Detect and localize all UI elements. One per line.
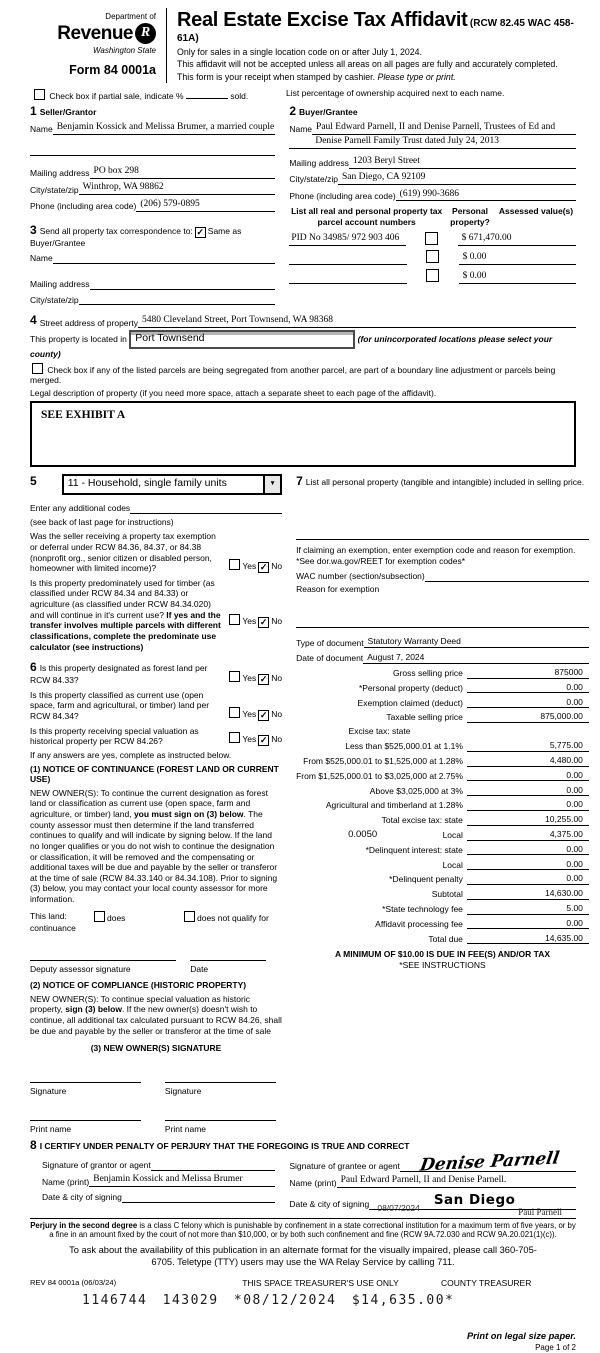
assessed-value-field[interactable]: $ 671,470.00: [458, 233, 576, 246]
personal-property-deduct-value[interactable]: 0.00: [467, 682, 589, 694]
perjury-note: Perjury in the second degree is a class C felony which is punishable by confinement in a state correctional institution for a maximum term of five years, or by a fine in an amount fixed by the court of not more than $10,000, or by both such confinement and fine (RCW 9A.72.030 and RCW 9A.20.021(1)(c)).: [30, 1218, 576, 1240]
exemption-note: If claiming an exemption, enter exemption code and reason for exemption. *See dor.wa.gov/REET for exemption codes*: [296, 545, 576, 566]
reason-exemption-field[interactable]: [296, 617, 589, 628]
print-legal-note: Print on legal size paper.: [466, 1331, 576, 1342]
s6q1-no-checkbox[interactable]: ✓: [259, 673, 268, 684]
personal-property-checkbox[interactable]: [426, 250, 439, 263]
s5-question1: Was the seller receiving a property tax exemption or deferral under RCW 84.36, 84.37, or 84.38 (nonprofit org., senior citizen or disabled person, homeowner with limited income)?: [30, 531, 216, 574]
section4-number: 4: [30, 313, 37, 328]
state-technology-fee-value[interactable]: 5.00: [467, 903, 589, 915]
owner-signature-field[interactable]: [30, 1072, 141, 1083]
s5q2-no-checkbox[interactable]: ✓: [259, 617, 268, 628]
located-label: This property is located in: [30, 333, 127, 344]
s6q1-yes-checkbox[interactable]: [229, 671, 240, 682]
personal-property-checkbox[interactable]: [426, 269, 439, 282]
buyer-mailing-field[interactable]: 1203 Beryl Street: [349, 156, 576, 169]
located-city-input[interactable]: Port Townsend: [129, 330, 355, 349]
deputy-signature-label: Deputy assessor signature: [30, 963, 131, 974]
parcel-row: [289, 250, 576, 265]
owner-printname-field[interactable]: [165, 1110, 276, 1121]
section1-title: Seller/Grantor: [39, 106, 97, 117]
notice2-title: (2) NOTICE OF COMPLIANCE (HISTORIC PROPERTY): [30, 980, 247, 991]
section5-number: 5: [30, 473, 37, 488]
header-line3: This form is your receipt when stamped by cashier. Please type or print.: [177, 71, 456, 82]
grantor-signature-field[interactable]: [151, 1159, 276, 1171]
subtotal-value[interactable]: 14,630.00: [467, 888, 589, 900]
treasurer-stamp: 1146744 143029 *08/12/2024 $14,635.00*: [82, 1292, 455, 1308]
s6q2-yes-checkbox[interactable]: [229, 707, 240, 718]
personal-property-list-field[interactable]: [296, 529, 589, 540]
form-number: Form 84 0001a: [69, 62, 156, 77]
grantee-city-value: San Diego: [433, 1191, 516, 1208]
tier3-tax-value[interactable]: 0.00: [467, 770, 589, 782]
legal-description-label: Legal description of property (if you need more space, attach a separate sheet to each page of the affidavit).: [30, 388, 437, 399]
delinquent-penalty-value[interactable]: 0.00: [467, 873, 589, 885]
form-title-rcw: (RCW 82.45 WAC 458-61A): [177, 18, 574, 44]
buyer-phone-field[interactable]: (619) 990-3686: [396, 189, 576, 202]
partial-sale-sold: sold.: [230, 90, 249, 101]
taxable-selling-price-value[interactable]: 875,000.00: [467, 711, 589, 723]
s6-question2: Is this property classified as current use (open space, farm and agricultural, or timber) land per RCW 84.34?: [30, 689, 210, 722]
correspondence-city-field[interactable]: [79, 293, 276, 305]
grantee-sig-label: Signature of grantee or agent: [289, 1161, 400, 1172]
s6-question1: Is this property designated as forest land per RCW 84.33?: [30, 663, 208, 686]
segregated-label: Check box if any of the listed parcels are being segregated from another parcel, are part of a boundary line adjustment or parcels being merged.: [30, 364, 556, 386]
tier2-tax-value[interactable]: 4,480.00: [467, 755, 589, 767]
header-line1: Only for sales in a single location code on or after July 1, 2024.: [177, 47, 422, 57]
local-rate-value: 0.0050: [348, 828, 378, 840]
grantee-overlay-name: Paul Parnell: [518, 1206, 562, 1217]
section3-label: Send all property tax correspondence to:: [39, 225, 193, 236]
reet-affidavit-form: Department of Revenue R Washington State Form 84 0001a Real Estate Excise Tax Affidavit (RCW 82.45 WAC 458-61A) Only for sales in a single location code on or after July 1, 2024. This affidavit will not be accepted unless all areas on all pages are fully and accurately completed. This form is your receipt when stamped by cashier. Please type or print. Check box if partial sale, indicate % sold. List percentage of ownership acquired next to each name. 1 Seller/Grantor Name Benjamin Kossick and Melissa Brumer, a married couple Mailing address PO box 298 City/state/zip Winthrop, WA 98862 Phone (including area code) (206) 579-0895 3 Send all property tax correspondence to: ✓ Same as Buyer/Grantee Name Mailing address City/state/zip 2 Buyer/Grantee Name Paul Edward Parnell, II and Denise Parnell, Trustees of Ed and Denise Parnell Family Trust dated July 24, 2013 Mailing address 1203 Beryl Street City/state/zip San Diego, CA 92109 Phone (including area code) (619) 990-3686 List all real and personal property tax parcel account numbers Personal property? Assessed value(s) PID No 34985/ 972 903 406 $ 671,470.00 $ 0.00 $ 0.00 4 Street address of property 5480 Cleveland Street, Port Townsend, WA 98368 This property is located in Port Townsend (for unincorporated locations please select your county) Check box if any of the listed parcels are being segregated from another parcel, are part of a boundary line adjustment or parcels being merged. Legal description of property (if you need more space, attach a separate sheet to each page of the affidavit). SEE EXHIBIT A 5 11 - Household, single family units ▼ Enter any additional codes (see back of last page for instructions) Was the seller receiving a property tax exemption or deferral under RCW 84.36, 84.37, or 84.38 (nonprofit org., senior citizen or disabled person, homeowner with limited income)? Yes ✓ No Is this property predominately used for timber (as classified under RCW 84.34 and 84.33) or agriculture (as classified under RCW 84.34.020) and will continue in it's current use? If yes and the transfer involves multiple parcels with different classifications, complete the predominate use calculator (see instructions) Yes ✓ No 6 Is this property designated as forest land per RCW 84.33? Yes ✓ No Is this property classified as current use (open space, farm and agricultural, or timber) land per RCW 84.34? Yes ✓ No Is this property receiving special valuation as historical property per RCW 84.26? Yes ✓ No If any answers are yes, complete as instructed below. (1) NOTICE OF CONTINUANCE (FOREST LAND OR CURRENT USE) NEW OWNER(S): To continue the current designation as forest land or classification as current use (open space, farm and agriculture, or timber) land, you must sign on (3) below. The county assessor must then determine if the land transferred continues to qualify and will indicate by signing below. If the land no longer qualifies or you do not wish to continue the designation or classification, it will be removed and the compensating or additional taxes will be due and payable by the seller or transferor at the time of sale (RCW 84.33.140 or 84.34.108). Prior to signing (3) below, you may contact your local county assessor for more information. This land: does does not qualify for continuance Deputy assessor signature Date (2) NOTICE OF COMPLIANCE (HISTORIC PROPERTY) NEW OWNER(S): To continue special valuation as historic property, sign (3) below. If the new owner(s) doesn't wish to continue, all additional tax calculated pursuant to RCW 84.26, shall be due and payable by the seller or transferor at the time of sale (3) NEW OWNER(S) SIGNATURE Signature Signature Print name Print name 7 List all personal property (tangible and intangible) included in selling price. If claiming an exemption, enter exemption code and reason for exemption. *See dor.wa.gov/REET for exemption codes* WAC number (section/subsection) Reason for exemption Type of document Statutory Warranty Deed Date of document August 7, 2024 Gross selling price 875000 *Personal property (deduct) 0.00 Exemption claimed (deduct) 0.00 Taxable selling price 875,000.00 Excise tax: state Less than $525,000.01 at 1.1% 5,775.00 From $525,000.01 to $1,525,000 at 1.28% 4,480.00 From $1,525,000.01 to $3,025,000 at 2.75% 0.00 Above $3,025,000 at 3% 0.00 Agricultural and timberland at 1.28% 0.00 Total excise tax: state 10,255.00 0.0050 Local 4,375.00 *Delinquent interest: state 0.00 Local 0.00 *Delinquent penalty 0.00 Subtotal 14,630.00 *State technology fee 5.00 Affidavit processing fee 0.00 Total due 14,635.00 A MINIMUM OF $10.00 IS DUE IN FEE(S) AND/OR TAX *SEE INSTRUCTIONS 8 I CERTIFY UNDER PENALTY OF PERJURY THAT THE FOREGOING IS TRUE AND CORRECT Signature of grantor or agent Name (print) Benjamin Kossick and Melissa Brumer Date & city of signing Signature of grantee or agent Denise Parnell Name (print) Paul Edward Parnell, II and Denise Parnell. Date & city of signing San Diego 08/07/2024 Paul Parnell Perjury in the second degree is a class C felony which is punishable by confinement in a state correctional institution for a maximum term of five years, or by a fine in an amount fixed by the court of not more than $10,000, or by both such confinement and fine (RCW 9A.72.030 and RCW 9A.20.021(1)(c)). To ask about the availability of this publication in an alternate format for the visually impaired, please call 360-705-6705. Teletype (TTY) users may use the WA Relay Service by calling 711. REV 84 0001a (06/03/24) THIS SPACE TREASURER'S USE ONLY COUNTY TREASURER 1146744 143029 *08/12/2024 $14,635.00* Print on legal size paper. Page 1 of 2: [0, 0, 600, 988]
wac-label: WAC number (section/subsection): [296, 571, 425, 582]
s6-note: If any answers are yes, complete as instructed below.: [30, 749, 232, 760]
s5-question2: Is this property predominately used for timber (as classified under RCW 84.34 and 84.33) or agriculture (as classified under RCW 84.34.020) and will continue in it's current use? If yes and the transfer involves multiple parcels with different classifications, complete the predominate use calculator (see instructions): [30, 577, 221, 652]
same-as-buyer-checkbox[interactable]: ✓: [196, 226, 205, 237]
owner-printname-field[interactable]: [30, 1110, 141, 1121]
assessed-value-field[interactable]: $ 0.00: [459, 252, 576, 265]
parcel-number-field[interactable]: PID No 34985/ 972 903 406: [289, 233, 405, 246]
continuance-label: continuance: [30, 923, 76, 934]
owner-signature-field[interactable]: [165, 1072, 276, 1083]
dor-logo-block: [30, 8, 167, 83]
grantor-datecity-field[interactable]: [122, 1191, 275, 1203]
segregated-checkbox[interactable]: [32, 363, 43, 374]
s5q1-yes-checkbox[interactable]: [229, 559, 240, 570]
date-document-field[interactable]: August 7, 2024: [363, 652, 589, 664]
seller-city-field[interactable]: Winthrop, WA 98862: [79, 182, 276, 195]
section2-title: Buyer/Grantee: [299, 106, 358, 117]
additional-codes-field[interactable]: [130, 502, 282, 514]
tier1-tax-value[interactable]: 5,775.00: [467, 740, 589, 752]
parcel-row: [289, 232, 576, 247]
seller-name-field[interactable]: Benjamin Kossick and Melissa Brumer, a married couple: [53, 122, 276, 135]
exemption-claimed-value[interactable]: 0.00: [467, 697, 589, 709]
legal-description-box[interactable]: [30, 401, 576, 467]
section1-number: 1: [30, 103, 37, 118]
certify-statement: I CERTIFY UNDER PENALTY OF PERJURY THAT THE FOREGOING IS TRUE AND CORRECT: [39, 1141, 410, 1152]
parcel-number-field[interactable]: [289, 272, 406, 284]
additional-codes-label: Enter any additional codes: [30, 503, 131, 514]
section6-number: 6: [30, 660, 37, 675]
wac-number-field[interactable]: [425, 570, 589, 582]
land-use-selected: 11 - Household, single family units: [67, 476, 227, 489]
delinquent-interest-state-value[interactable]: 0.00: [467, 844, 589, 856]
new-owners-signature-header: (3) NEW OWNER(S) SIGNATURE: [90, 1043, 222, 1054]
form-header: [30, 8, 576, 83]
correspondence-mailing-field[interactable]: [90, 278, 276, 290]
parcel-row: [289, 269, 576, 284]
county-treasurer-label: COUNTY TREASURER: [441, 1278, 532, 1289]
date-document-label: Date of document: [296, 653, 364, 664]
same-as-buyer-label: Same as Buyer/Grantee: [30, 225, 242, 248]
notice1-body: NEW OWNER(S): To continue the current designation as forest land or classification as current use (open space, farm and agriculture, or timber) land, you must sign on (3) below. The county assessor must then determine if the land transferred continues to qualify and will indicate by signing below. If the land no longer qualifies or you do not wish to continue the designation or classification, it will be removed and the compensating or additional taxes will be due and payable by the seller or transferor at the time of sale (RCW 84.33.140 or 84.34.108). Prior to signing (3) below, you may contact your local county assessor for more information.: [30, 787, 278, 905]
section8-number: 8: [30, 1138, 37, 1153]
land-use-dropdown[interactable]: [62, 474, 282, 495]
agri-timberland-value[interactable]: 0.00: [467, 799, 589, 811]
land-does-checkbox[interactable]: [94, 911, 105, 922]
see-instructions-note: *SEE INSTRUCTIONS: [399, 959, 486, 970]
section3-number: 3: [30, 222, 37, 237]
s6q3-yes-checkbox[interactable]: [229, 732, 240, 743]
parcel-number-field[interactable]: [289, 253, 406, 265]
type-document-field[interactable]: Statutory Warranty Deed: [364, 636, 589, 648]
header-line2: This affidavit will not be accepted unless all areas on all pages are fully and accurately completed.: [177, 59, 558, 70]
s6q2-no-checkbox[interactable]: ✓: [259, 709, 268, 720]
grantee-printname-field[interactable]: Paul Edward Parnell, II and Denise Parnell.: [337, 1175, 576, 1188]
treasurer-space-label: THIS SPACE TREASURER'S USE ONLY: [242, 1278, 399, 1289]
revenue-logo-icon: R: [135, 23, 156, 44]
agency-name: Revenue: [57, 23, 133, 44]
buyer-city-field[interactable]: San Diego, CA 92109: [338, 172, 576, 185]
s6-question3: Is this property receiving special valuation as historical property per RCW 84.26?: [30, 725, 199, 747]
delinquent-interest-local-value[interactable]: 0.00: [467, 859, 589, 871]
minimum-due-note: A MINIMUM OF $10.00 IS DUE IN FEE(S) AND/OR TAX: [334, 949, 551, 960]
seller-name-field-2[interactable]: [30, 144, 275, 156]
ownership-note: List percentage of ownership acquired next to each name.: [286, 87, 505, 98]
form-title: Real Estate Excise Tax Affidavit: [177, 9, 468, 31]
notice1-title: (1) NOTICE OF CONTINUANCE (FOREST LAND OR CURRENT USE): [30, 763, 279, 785]
s5q1-no-checkbox[interactable]: ✓: [259, 561, 268, 572]
assessed-value-field[interactable]: $ 0.00: [459, 271, 576, 284]
partial-sale-label: Check box if partial sale, indicate %: [49, 90, 184, 101]
grantee-signature-field[interactable]: [400, 1148, 576, 1177]
grantor-sig-label: Signature of grantor or agent: [42, 1160, 151, 1171]
grantor-printname-field[interactable]: Benjamin Kossick and Melissa Brumer: [89, 1174, 275, 1187]
grantee-date-value: 08/07/2024: [377, 1202, 420, 1213]
local-tax-value[interactable]: 4,375.00: [467, 829, 589, 841]
deputy-date-field[interactable]: [190, 950, 266, 961]
personal-property-checkbox[interactable]: [425, 232, 438, 245]
legal-description-value: SEE EXHIBIT A: [41, 408, 126, 421]
partial-sale-checkbox[interactable]: [34, 89, 45, 100]
codes-note: (see back of last page for instructions): [30, 516, 174, 527]
affidavit-processing-fee-value[interactable]: 0.00: [467, 918, 589, 930]
seller-phone-field[interactable]: (206) 579-0895: [136, 199, 275, 212]
correspondence-name-field[interactable]: [53, 252, 276, 264]
street-address-field[interactable]: 5480 Cleveland Street, Port Townsend, WA 98368: [138, 315, 576, 328]
parcel-table-header: List all real and personal property tax parcel account numbers Personal property? Assessed value(s): [291, 206, 574, 228]
buyer-name-field[interactable]: Paul Edward Parnell, II and Denise Parnell, Trustees of Ed and: [312, 122, 576, 135]
accessibility-note: To ask about the availability of this publication in an alternate format for the visually impaired, please call 360-705-6705. Teletype (TTY) users may use the WA Relay Service by calling 711.: [69, 1244, 537, 1267]
agency-sub: Washington State: [92, 45, 156, 55]
this-land-label: This land:: [30, 910, 67, 921]
type-document-label: Type of document: [296, 637, 364, 648]
deputy-signature-field[interactable]: [30, 950, 176, 961]
total-due-value[interactable]: 14,635.00: [467, 933, 589, 945]
dropdown-arrow-icon[interactable]: ▼: [263, 476, 280, 493]
tier4-tax-value[interactable]: 0.00: [467, 785, 589, 797]
partial-sale-row: [32, 88, 248, 102]
partial-sale-percent-field[interactable]: [186, 88, 228, 99]
seller-mailing-field[interactable]: PO box 298: [90, 166, 276, 179]
rev-number: REV 84 0001a (06/03/24): [30, 1278, 117, 1288]
page-indicator: Page 1 of 2: [535, 1342, 576, 1352]
excise-tax-state-header: Excise tax: state: [348, 726, 411, 737]
notice2-body: NEW OWNER(S): To continue special valuation as historic property, sign (3) below. If the new owner(s) doesn't wish to continue, all additional tax calculated pursuant to RCW 84.26, shall be due and payable by the seller or transferor at the time of sale: [30, 993, 282, 1036]
grantee-signature-value: Denise Parnell: [419, 1148, 562, 1177]
section2-number: 2: [289, 103, 297, 118]
land-does-not-checkbox[interactable]: [184, 911, 195, 922]
s6q3-no-checkbox[interactable]: ✓: [259, 734, 268, 745]
s5q2-yes-checkbox[interactable]: [229, 614, 240, 625]
agency-top: Department of: [105, 12, 156, 21]
located-note: (for unincorporated locations please select your county): [30, 333, 553, 360]
gross-selling-price-value[interactable]: 875000: [467, 667, 589, 679]
section7-number: 7: [296, 473, 303, 488]
reason-exemption-label: Reason for exemption: [296, 584, 380, 595]
buyer-name-field-2[interactable]: Denise Parnell Family Trust dated July 24, 2013: [289, 136, 576, 149]
street-address-label: Street address of property: [39, 317, 138, 328]
section7-label: List all personal property (tangible and intangible) included in selling price.: [305, 476, 585, 487]
total-excise-state-value[interactable]: 10,255.00: [467, 814, 589, 826]
